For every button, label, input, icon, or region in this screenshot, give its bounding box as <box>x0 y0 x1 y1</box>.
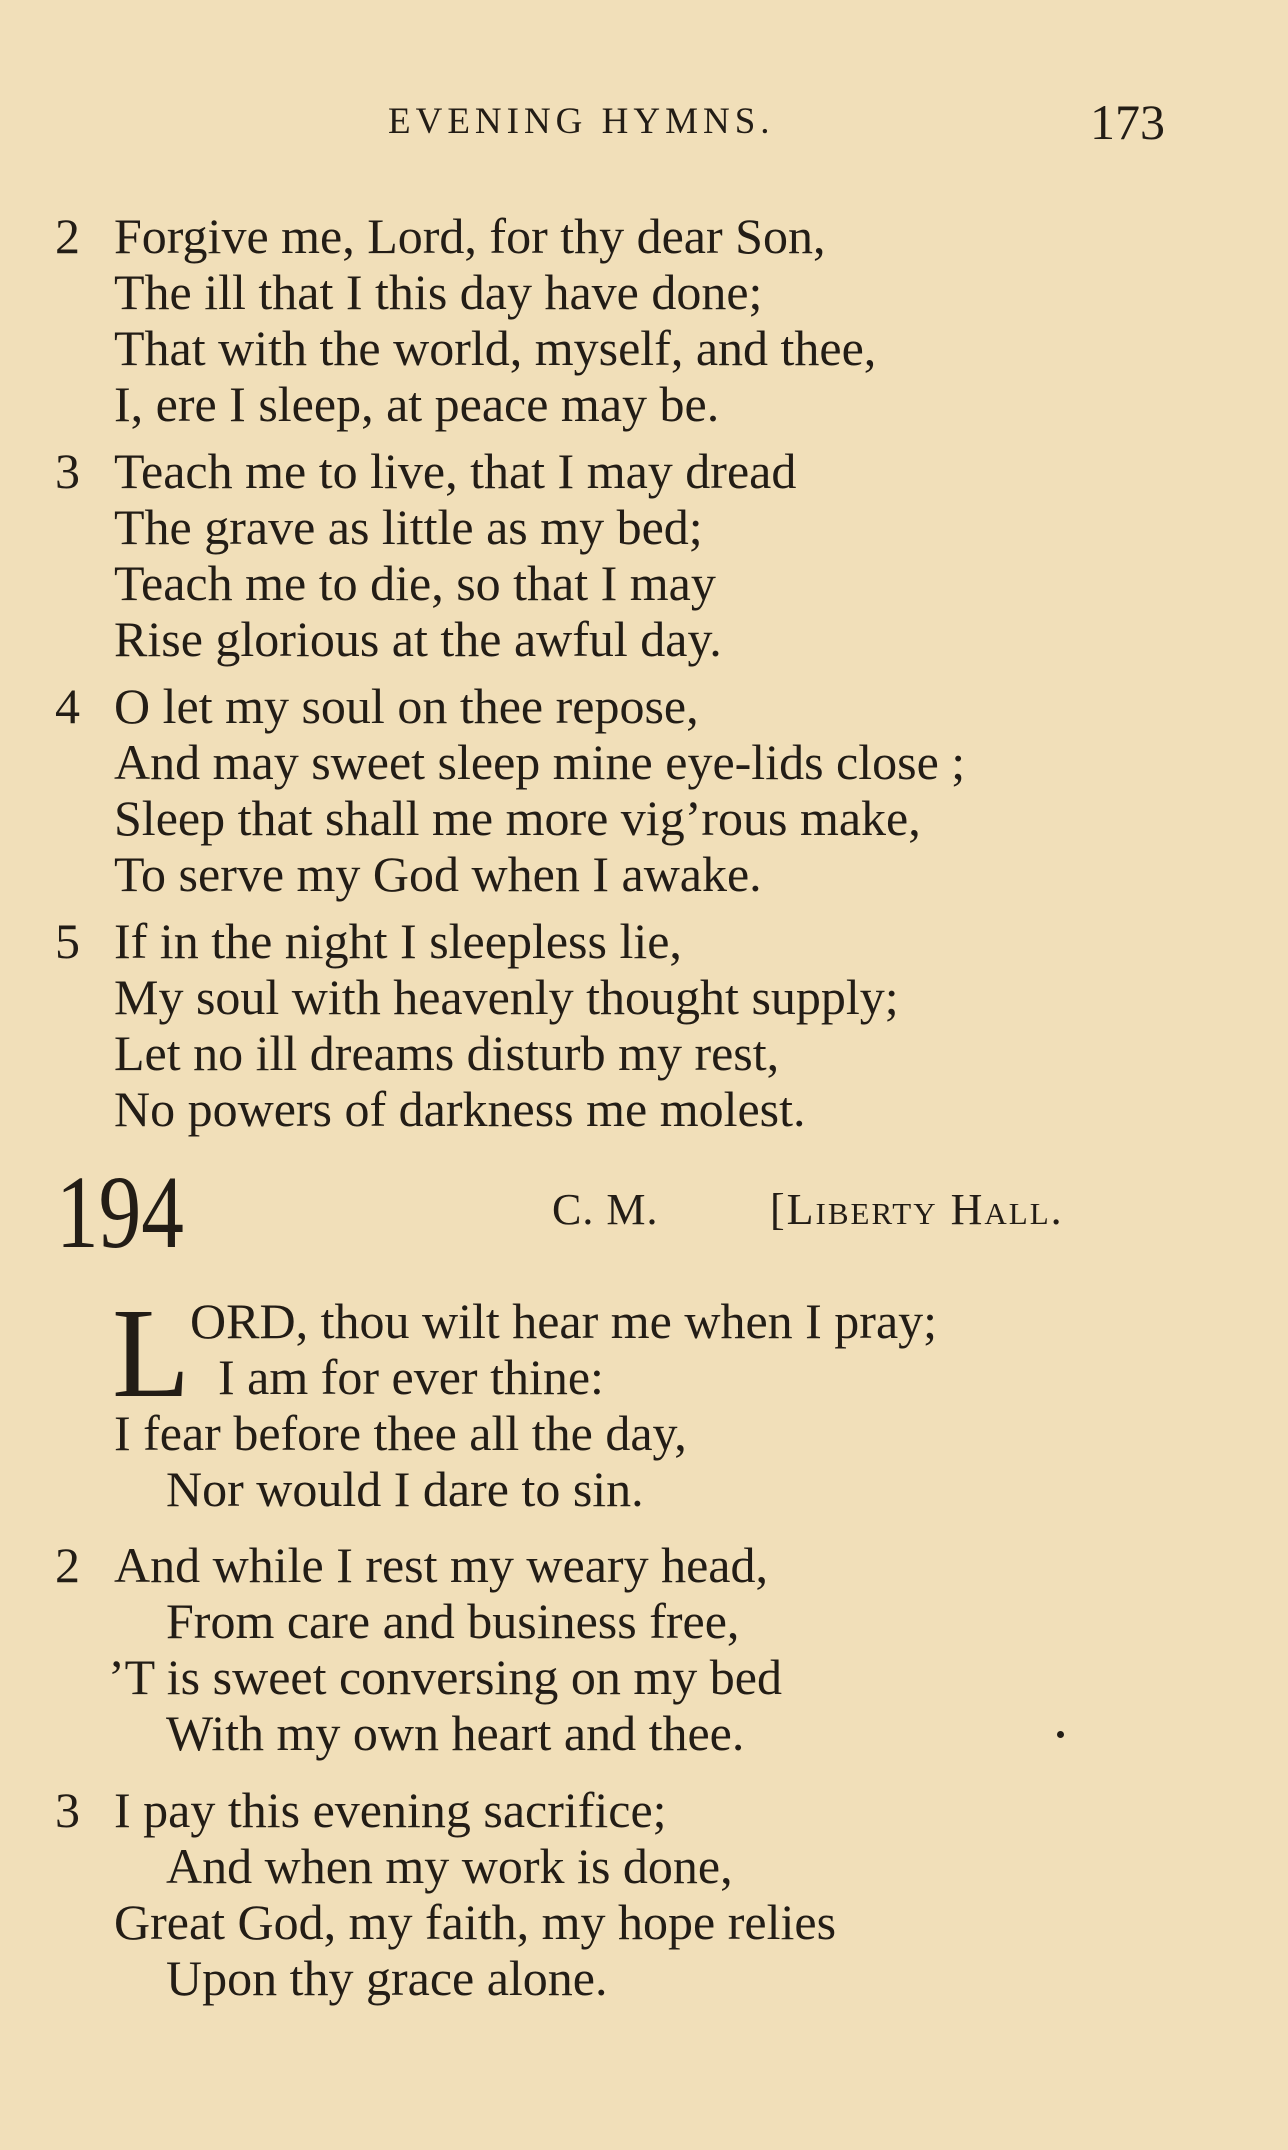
verse-line: The ill that I this day have done; <box>114 264 763 320</box>
verse-line: Forgive me, Lord, for thy dear Son, <box>114 208 826 264</box>
verse-line: I, ere I sleep, at peace may be. <box>114 376 720 432</box>
verse-line: That with the world, myself, and thee, <box>114 320 877 376</box>
ink-speck <box>1057 1731 1064 1738</box>
verse-line: If in the night I sleepless lie, <box>114 913 682 969</box>
running-title: EVENING HYMNS. <box>388 101 775 142</box>
verse-line: And when my work is done, <box>166 1838 733 1894</box>
verse-line: My soul with heavenly thought supply; <box>114 969 899 1025</box>
verse-line: Great God, my faith, my hope relies <box>114 1894 837 1950</box>
page-number: 173 <box>1090 94 1165 150</box>
verse-line: Sleep that shall me more vig’rous make, <box>114 790 921 846</box>
verse-line: I fear before thee all the day, <box>114 1405 687 1461</box>
verse-line: And while I rest my weary head, <box>114 1537 768 1593</box>
verse-line: I pay this evening sacrifice; <box>114 1782 667 1838</box>
hymn-meter: C. M. <box>552 1185 659 1234</box>
verse-number: 3 <box>55 1782 80 1838</box>
verse-line: To serve my God when I awake. <box>114 846 762 902</box>
verse-line: I am for ever thine: <box>218 1349 604 1405</box>
verse-line: Rise glorious at the awful day. <box>114 611 722 667</box>
drop-cap: L <box>112 1282 191 1424</box>
verse-line: ’T is sweet conversing on my bed <box>108 1649 782 1705</box>
verse-number: 2 <box>55 208 80 264</box>
hymn-tune: [Liberty Hall. <box>770 1185 1064 1234</box>
verse-line: Nor would I dare to sin. <box>166 1461 644 1517</box>
verse-number: 2 <box>55 1537 80 1593</box>
verse-line: Let no ill dreams disturb my rest, <box>114 1025 780 1081</box>
verse-line: The grave as little as my bed; <box>114 499 703 555</box>
verse-line: Teach me to die, so that I may <box>114 555 716 611</box>
verse-line: And may sweet sleep mine eye-lids close ; <box>114 734 966 790</box>
verse-number: 4 <box>55 678 80 734</box>
verse-line: ORD, thou wilt hear me when I pray; <box>190 1293 938 1349</box>
hymn-number: 194 <box>56 1155 184 1270</box>
verse-line: From care and business free, <box>166 1593 740 1649</box>
verse-line: With my own heart and thee. <box>166 1705 745 1761</box>
verse-number: 3 <box>55 443 80 499</box>
verse-line: O let my soul on thee repose, <box>114 678 699 734</box>
verse-line: Upon thy grace alone. <box>166 1950 608 2006</box>
verse-number: 5 <box>55 913 80 969</box>
verse-line: Teach me to live, that I may dread <box>114 443 797 499</box>
running-head <box>0 92 1288 152</box>
verse-line: No powers of darkness me molest. <box>114 1081 806 1137</box>
